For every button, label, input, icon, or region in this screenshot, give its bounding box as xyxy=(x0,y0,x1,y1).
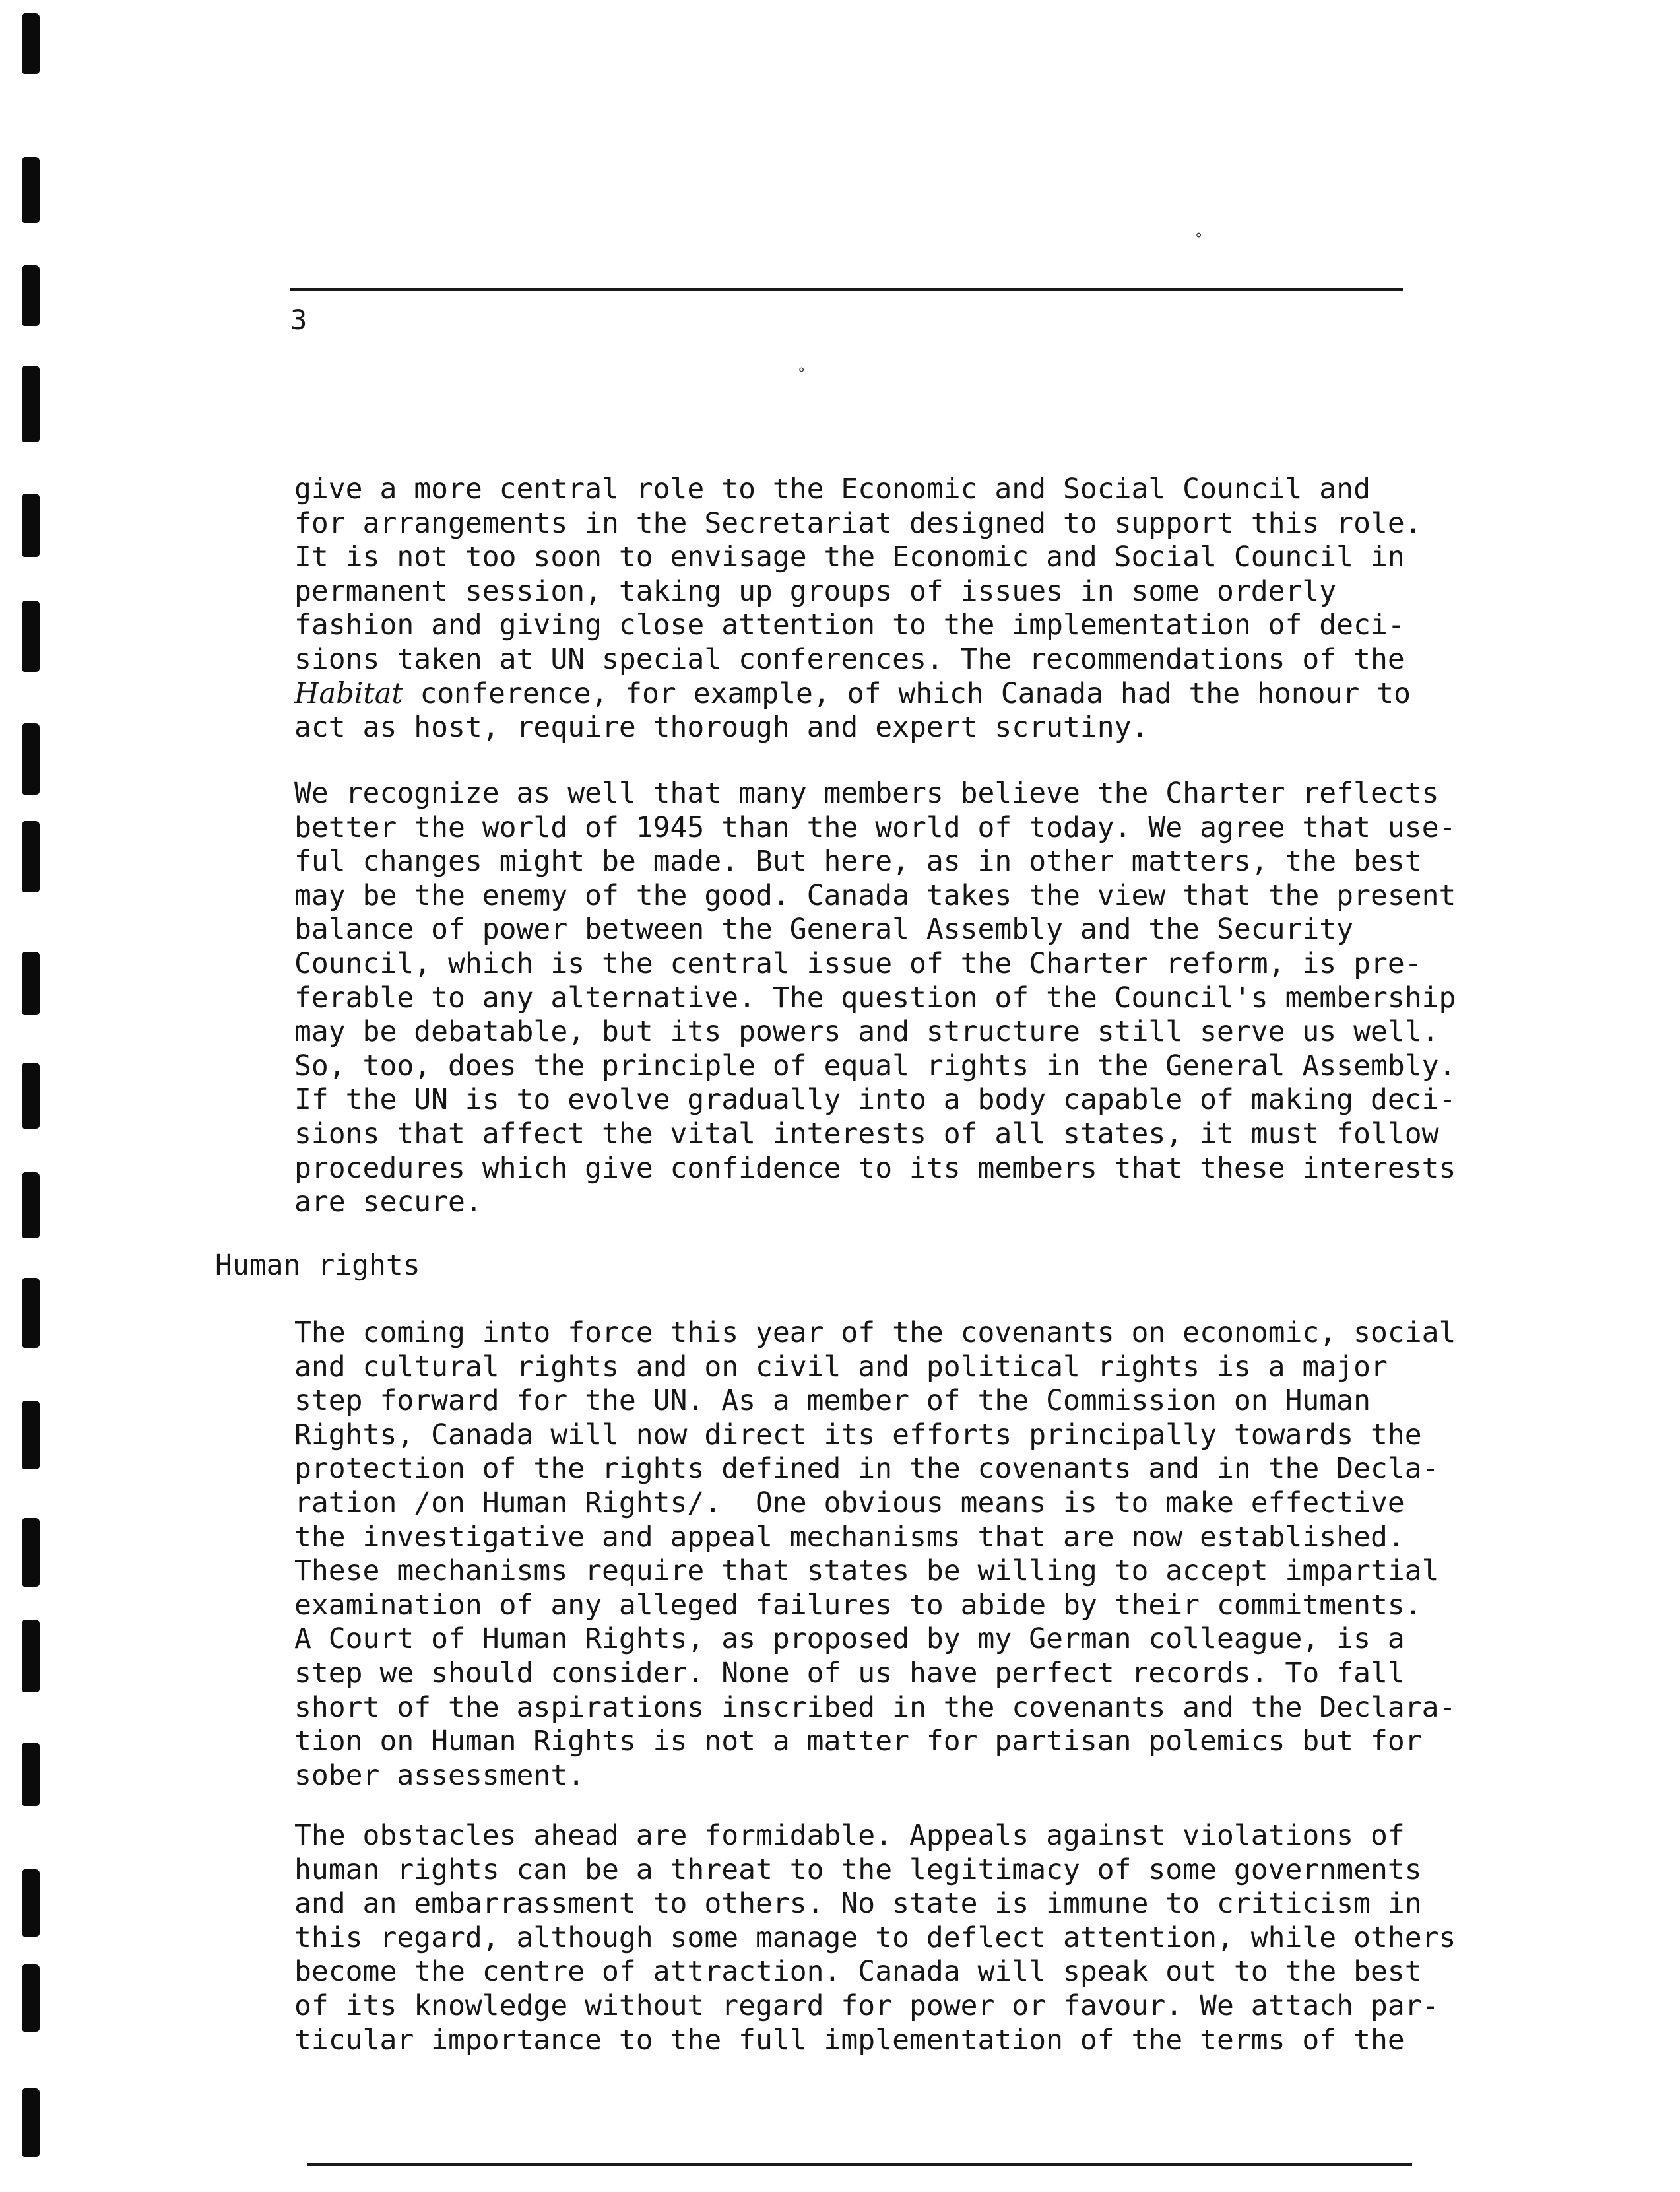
text-line xyxy=(294,1853,1456,1888)
binding-mark xyxy=(22,1172,40,1238)
binding-mark xyxy=(22,13,40,74)
text-segment: and an embarrassment to others. No state is immune to criticism in xyxy=(294,1887,1422,1921)
text-line xyxy=(294,777,1456,811)
binding-mark xyxy=(22,723,40,795)
text-segment: better the world of 1945 than the world of today. We agree that use- xyxy=(294,811,1456,844)
text-segment: examination of any alleged failures to abide by their commitments. xyxy=(294,1588,1422,1622)
text-segment: If the UN is to evolve gradually into a body capable of making deci- xyxy=(294,1083,1456,1117)
text-segment: sions taken at UN special conferences. The recommendations of the xyxy=(294,642,1405,676)
text-line xyxy=(294,913,1456,947)
text-line xyxy=(294,1759,1456,1793)
text-line xyxy=(294,1083,1456,1117)
text-segment: tion on Human Rights is not a matter for partisan polemics but for xyxy=(294,1725,1422,1758)
text-line xyxy=(294,1989,1456,2024)
text-segment: ferable to any alternative. The question of the Council's membership xyxy=(294,981,1456,1014)
text-line xyxy=(294,677,1422,712)
text-segment: and cultural rights and on civil and political rights is a major xyxy=(294,1350,1388,1383)
page-number: 3 xyxy=(290,304,307,336)
text-line xyxy=(294,1819,1456,1853)
binding-mark xyxy=(22,821,40,892)
text-line xyxy=(294,1117,1456,1152)
text-segment: may be debatable, but its powers and structure still serve us well. xyxy=(294,1015,1439,1049)
text-line xyxy=(294,1452,1456,1486)
text-segment: short of the aspirations inscribed in the covenants and the Declara- xyxy=(294,1690,1456,1724)
text-segment: this regard, although some manage to deflect attention, while others xyxy=(294,1921,1456,1954)
binding-mark xyxy=(22,1401,40,1469)
text-segment: human rights can be a threat to the legitimacy of some governments xyxy=(294,1853,1422,1886)
text-line xyxy=(294,1316,1456,1350)
text-line xyxy=(294,643,1422,677)
text-line xyxy=(294,507,1422,541)
text-segment: conference, for example, of which Canada had the honour to xyxy=(403,677,1411,710)
text-segment: fashion and giving close attention to the implementation of deci- xyxy=(294,609,1405,642)
text-segment: give a more central role to the Economic and Social Council and xyxy=(294,473,1371,506)
text-line xyxy=(294,1152,1456,1186)
text-line xyxy=(294,1691,1456,1725)
text-segment: the investigative and appeal mechanisms that are now established. xyxy=(294,1520,1405,1554)
text-segment: step forward for the UN. As a member of the Commission on Human xyxy=(294,1384,1371,1418)
text-line xyxy=(294,1554,1456,1589)
text-segment: are secure. xyxy=(294,1185,482,1219)
text-segment: Rights, Canada will now direct its efforts principally towards the xyxy=(294,1418,1422,1451)
binding-mark xyxy=(22,1620,40,1692)
binding-mark xyxy=(22,952,40,1015)
text-segment: become the centre of attraction. Canada will speak out to the best xyxy=(294,1955,1422,1989)
text-line xyxy=(294,1384,1456,1418)
text-segment: balance of power between the General Assembly and the Security xyxy=(294,913,1354,947)
text-segment: step we should consider. None of us have perfect records. To fall xyxy=(294,1656,1405,1690)
text-line xyxy=(294,1725,1456,1759)
text-line xyxy=(294,609,1422,643)
text-segment: permanent session, taking up groups of issues in some orderly xyxy=(294,574,1337,608)
text-segment: It is not too soon to envisage the Economic and Social Council in xyxy=(294,541,1405,574)
text-line xyxy=(294,1521,1456,1555)
text-segment: act as host, require thorough and expert scrutiny. xyxy=(294,711,1149,745)
text-line xyxy=(294,1955,1456,1989)
text-segment: ration /on Human Rights/. One obvious means is to make effective xyxy=(294,1486,1405,1519)
binding-mark xyxy=(22,1278,40,1348)
text-line xyxy=(294,1622,1456,1657)
binding-mark xyxy=(22,601,40,672)
binding-mark xyxy=(22,2088,40,2157)
text-segment: The coming into force this year of the covenants on economic, social xyxy=(294,1316,1456,1349)
text-line xyxy=(294,473,1422,507)
footer-rule xyxy=(307,2163,1412,2166)
text-line xyxy=(294,1418,1456,1453)
italic-term: Habitat xyxy=(294,677,403,710)
text-line xyxy=(294,811,1456,846)
text-line xyxy=(294,947,1456,981)
binding-mark xyxy=(22,157,40,223)
text-line xyxy=(294,1049,1456,1084)
text-segment: of its knowledge without regard for power or favour. We attach par- xyxy=(294,1989,1439,2022)
text-segment: Council, which is the central issue of the Charter reform, is pre- xyxy=(294,947,1422,980)
text-segment: These mechanisms require that states be willing to accept impartial xyxy=(294,1554,1439,1588)
header-rule xyxy=(290,288,1403,291)
binding-mark xyxy=(22,1063,40,1129)
text-line xyxy=(294,1657,1456,1691)
text-line xyxy=(294,845,1456,879)
binding-mark xyxy=(22,1869,40,1937)
binding-mark xyxy=(22,1743,40,1806)
text-line xyxy=(294,575,1422,609)
binding-mark xyxy=(22,494,40,557)
binding-mark xyxy=(22,1964,40,2032)
text-line xyxy=(294,1486,1456,1521)
binding-mark xyxy=(22,366,40,442)
text-segment: sions that affect the vital interests of all states, it must follow xyxy=(294,1117,1439,1150)
text-segment: ticular importance to the full implementation of the terms of the xyxy=(294,2023,1405,2057)
text-line xyxy=(294,1350,1456,1385)
text-line xyxy=(294,879,1456,913)
scan-speck: ° xyxy=(797,366,806,382)
text-line xyxy=(294,1185,1456,1220)
section-heading: Human rights xyxy=(215,1249,420,1282)
paragraph-charter-reform xyxy=(294,777,1456,1220)
text-segment: So, too, does the principle of equal rights in the General Assembly. xyxy=(294,1049,1456,1082)
text-line xyxy=(294,1887,1456,1921)
paragraph-human-rights-covenants xyxy=(294,1316,1456,1793)
text-segment: procedures which give confidence to its members that these interests xyxy=(294,1151,1456,1185)
text-segment: We recognize as well that many members believe the Charter reflects xyxy=(294,777,1439,810)
paragraph-obstacles xyxy=(294,1819,1456,2057)
text-segment: protection of the rights defined in the covenants and in the Decla- xyxy=(294,1452,1439,1486)
text-line xyxy=(294,2024,1456,2058)
text-line xyxy=(294,541,1422,575)
text-segment: A Court of Human Rights, as proposed by my German colleague, is a xyxy=(294,1622,1405,1656)
text-line xyxy=(294,981,1456,1016)
binding-mark xyxy=(22,265,40,326)
text-line xyxy=(294,1589,1456,1623)
text-line xyxy=(294,1015,1456,1049)
text-segment: sober assessment. xyxy=(294,1758,585,1792)
text-segment: The obstacles ahead are formidable. Appeals against violations of xyxy=(294,1819,1405,1852)
scan-speck: ° xyxy=(1194,231,1204,248)
text-line xyxy=(294,1921,1456,1956)
text-segment: may be the enemy of the good. Canada takes the view that the present xyxy=(294,879,1456,912)
paragraph-economic-social-council xyxy=(294,473,1422,745)
text-segment: ful changes might be made. But here, as in other matters, the best xyxy=(294,845,1422,879)
text-segment: for arrangements in the Secretariat designed to support this role. xyxy=(294,506,1422,540)
binding-mark xyxy=(22,1518,40,1587)
text-line xyxy=(294,711,1422,745)
